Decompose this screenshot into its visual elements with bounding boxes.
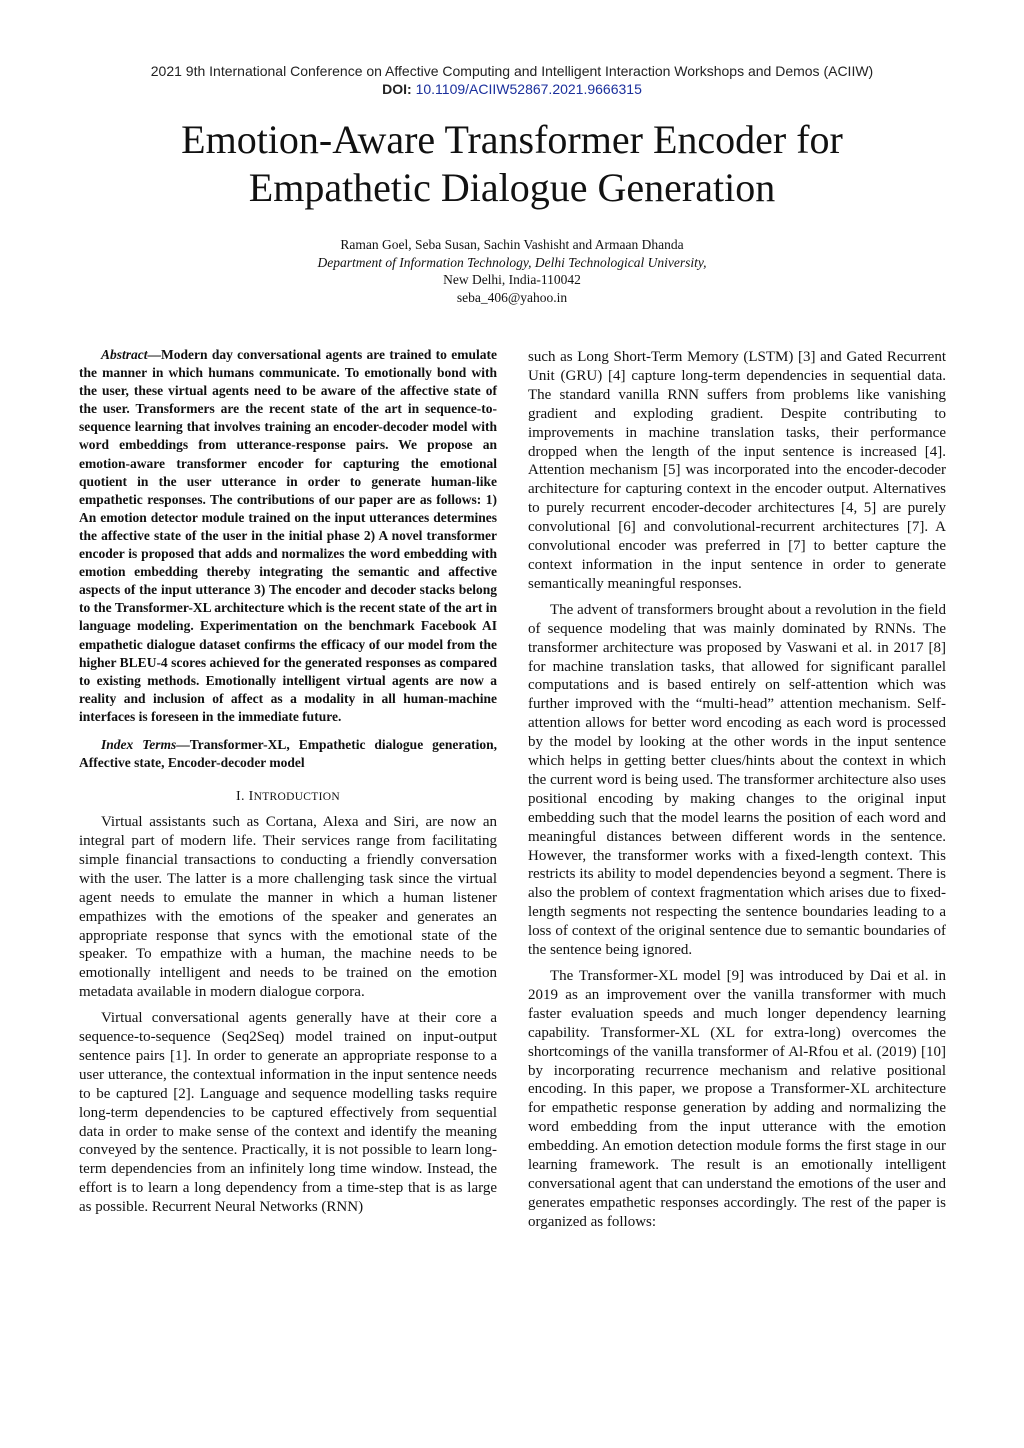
abstract-text: —Modern day conversational agents are trained to emulate the manner in which humans communicate. To emotionally bond with the user, these virtual agents need to be aware of the affective state of the user. Transformers are the recent state of the art in sequence-to-sequence learning that involves training an encoder-decoder model with word embeddings from utterance-response pairs. We propose an emotion-aware transformer encoder for capturing the emotional quotient in the user utterance in order to generate human-like empathetic responses. The contributions of our paper are as follows: 1) An emotion detector module trained on the input utterances determines the affective state of the user in the initial phase 2) A novel transformer encoder is proposed that adds and normalizes the word embedding with emotion embedding thereby integrating the semantic and affective aspects of the input utterance 3) The encoder and decoder stacks belong to the Transformer-XL architecture which is the recent state of the art in language modeling. Experimentation on the benchmark Facebook AI empathetic dialogue dataset confirms the efficacy of our model from the higher BLEU-4 scores achieved for the generated responses as compared to existing methods. Emotionally intelligent virtual agents are now a reality and inclusion of affect as a modality in all human-machine interfaces is foreseen in the immediate future. <box>79 347 497 724</box>
intro-paragraph-4: The Transformer-XL model [9] was introduced by Dai et al. in 2019 as an improvement over the vanilla transformer with much faster evaluation speeds and much longer dependency learning capability. Transformer-XL (XL for extra-long) overcomes the shortcomings of the vanilla transformer of Al-Rfou et al. (2019) [10] by incorporating recurrence mechanism and relative positional encoding. In this paper, we propose a Transformer-XL architecture for empathetic response generation by adding and normalizing the word embedding from the input utterance with the emotion embedding. An emotion detection module forms the first stage in our learning framework. The result is an emotionally intelligent conversational agent that can understand the emotions of the user and generates empathetic responses accordingly. The rest of the paper is organized as follows: <box>528 968 946 1230</box>
intro-paragraph-3: The advent of transformers brought about a revolution in the field of sequence modeling that was mainly dominated by RNNs. The transformer architecture was proposed by Vaswani et al. in 2017 [8] for machine translation tasks, that allowed for significant parallel computations and is based entirely on self-attention which was further improved with the “multi-head” attention mechanism. Self-attention allows for better word encoding as each word is processed by the model by looking at the other words in the input sentence which helps in getting better clues/hints about the context in which the current word is being used. The transformer architecture also uses positional encoding by making changes to the original input embedding such that the model learns the position of each word and meaningful distances between different words in the sentence. However, the transformer works with a fixed-length context. This restricts its ability to model dependencies beyond a segment. There is also the problem of context fragmentation which arises due to fixed-length segments not respecting the sentence boundaries leading to a loss of context of the original sentence due to semantic boundaries of the sentence being ignored. <box>528 601 946 959</box>
title-line-2: Empathetic Dialogue Generation <box>248 165 776 210</box>
right-column <box>528 348 946 1232</box>
section-heading-introduction <box>79 788 497 807</box>
intro-paragraph-2: Virtual conversational agents generally have at their core a sequence-to-sequence (Seq2Seq) model trained on input-output sentence pairs [1]. In order to generate an appropriate response to a user utterance, the contextual information in the input sentence needs to be captured [2]. Language and sequence modelling tasks require long-term dependencies to be captured effectively from sequential data in order to make sense of the context and identify the meaning conveyed by the sentence. Practically, it is not possible to learn long-term dependencies from an infinitely long time window. Instead, the effort is to learn a long dependency from a time-step that is as large as possible. Recurrent Neural Networks (RNN) <box>79 1010 497 1216</box>
doi-label: DOI: <box>382 81 412 97</box>
index-terms-text: —Transformer-XL, Empathetic dialogue generation, Affective state, Encoder-decoder model <box>79 736 497 771</box>
intro-paragraph-2-continued: such as Long Short-Term Memory (LSTM) [3] and Gated Recurrent Unit (GRU) [4] capture long-term dependencies in sequential data. The standard vanilla RNN suffers from problems like vanishing gradient and exploding gradient. Despite contributing to improvements in machine translation tasks, their performance dropped when the length of the input sentence is increased [4]. Attention mechanism [5] was incorporated into the encoder-decoder architecture for capturing context in the encoder output. Alternatives to purely recurrent encoder-decoder architectures [4, 5] are purely convolutional [6] and convolutional-recurrent architectures [7]. A convolutional encoder was preferred in [7] to better capture the context information in the input sentence in order to generate semantically meaningful responses. <box>528 349 946 592</box>
left-column <box>79 346 497 1217</box>
abstract-label: Abstract <box>101 347 148 362</box>
author-names: Raman Goel, Seba Susan, Sachin Vashisht and Armaan Dhanda <box>340 237 684 252</box>
section-title-rest: NTRODUCTION <box>253 791 340 804</box>
author-city: New Delhi, India-110042 <box>443 272 581 287</box>
author-email[interactable]: seba_406@yahoo.in <box>456 289 568 305</box>
doi-link[interactable]: 10.1109/ACIIW52867.2021.9666315 <box>415 81 642 97</box>
intro-paragraph-1: Virtual assistants such as Cortana, Alexa and Siri, are now an integral part of modern life. Their services range from facilitating simple financial transactions to conducting a friendly conversation with the user. The latter is a more challenging task since the virtual agent needs to emulate the manner in which a human listener empathizes with the emotions of the speaker and generates an appropriate response that syncs with the emotional state of the speaker. To empathize with a human, the machine needs to be emotionally intelligent and needs to be trained on the emotion metadata available in modern dialogue corpora. <box>79 814 497 1001</box>
index-terms-label: Index Terms <box>101 736 177 752</box>
section-number: I. <box>236 789 245 805</box>
conference-header <box>0 62 1024 98</box>
abstract <box>79 346 497 726</box>
author-block <box>0 236 1024 306</box>
conference-name: 2021 9th International Conference on Affective Computing and Intelligent Interaction Workshops and Demos (ACIIW) <box>150 63 874 79</box>
section-title-initial: I <box>248 789 254 805</box>
title-line-1: Emotion-Aware Transformer Encoder for <box>181 117 843 162</box>
index-terms <box>79 736 497 772</box>
author-department: Department of Information Technology, Delhi Technological University, <box>317 254 707 270</box>
doi-line <box>0 80 1024 98</box>
paper-title <box>0 116 1024 212</box>
